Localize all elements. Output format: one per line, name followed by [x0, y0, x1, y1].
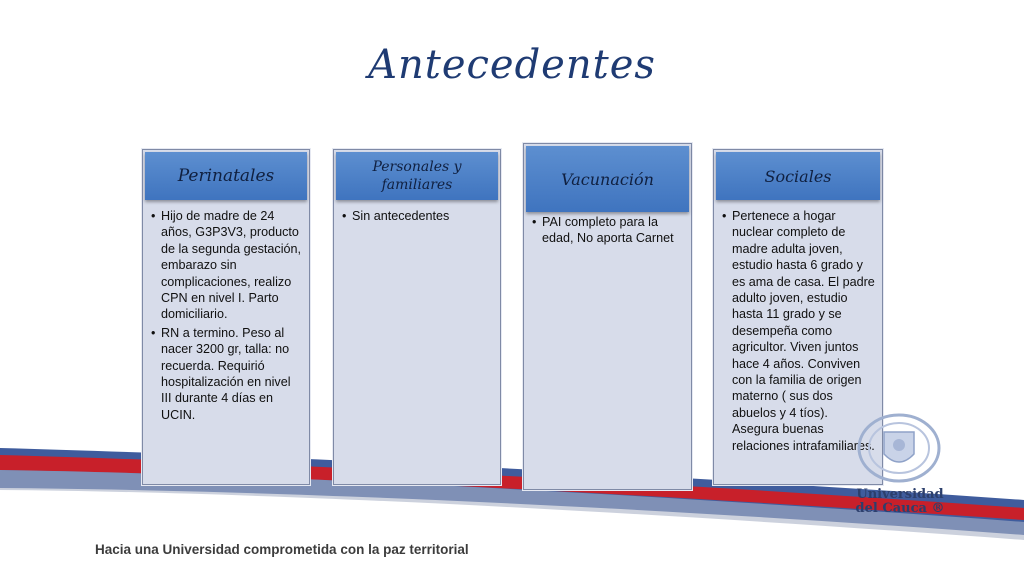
university-name-line2: del Cauca ®	[855, 501, 945, 516]
card-header	[336, 152, 498, 200]
university-name	[852, 488, 948, 516]
card-list	[340, 208, 494, 224]
card-header-label: Personales y familiares	[372, 159, 462, 193]
footer-tagline: Hacia una Universidad comprometida con la paz territorial	[95, 542, 469, 557]
card-personales-familiares	[333, 149, 501, 485]
list-item: • PAI completo para la edad, No aporta Carnet	[542, 214, 685, 247]
card-perinatales	[142, 149, 310, 485]
card-header	[145, 152, 307, 200]
card-body	[340, 208, 494, 478]
university-seal-icon	[856, 412, 942, 484]
card-list	[720, 208, 876, 454]
card-body	[530, 214, 685, 483]
card-body	[720, 208, 876, 478]
card-list	[530, 214, 685, 247]
list-item: • Sin antecedentes	[352, 208, 494, 224]
list-item: • Hijo de madre de 24 años, G3P3V3, producto de la segunda gestación, embarazo sin complicaciones, realizo CPN en nivel I. Parto domiciliario.	[161, 208, 303, 323]
university-name-line1: Universidad	[856, 487, 944, 502]
list-item: • RN a termino. Peso al nacer 3200 gr, talla: no recuerda. Requirió hospitalización en nivel III durante 4 días en UCIN.	[161, 325, 303, 423]
slide-title: Antecedentes	[368, 42, 656, 88]
card-header-label: Sociales	[764, 166, 832, 186]
card-header	[716, 152, 880, 200]
card-header-label: Vacunación	[561, 169, 654, 189]
card-header	[526, 146, 689, 212]
list-item: • Pertenece a hogar nuclear completo de madre adulta joven, estudio hasta 6 grado y es ama de casa. El padre adulto joven, estudio hasta 11 grado y se desempeña como agricultor. Viven juntos hace 4 años. Conviven con la familia de origen materno ( sus dos abuelos y 4 tíos). Asegura buenas relaciones intrafamiliares.	[732, 208, 876, 454]
card-body	[149, 208, 303, 478]
card-vacunacion	[523, 143, 692, 490]
card-list	[149, 208, 303, 423]
card-header-label: Perinatales	[177, 166, 275, 186]
